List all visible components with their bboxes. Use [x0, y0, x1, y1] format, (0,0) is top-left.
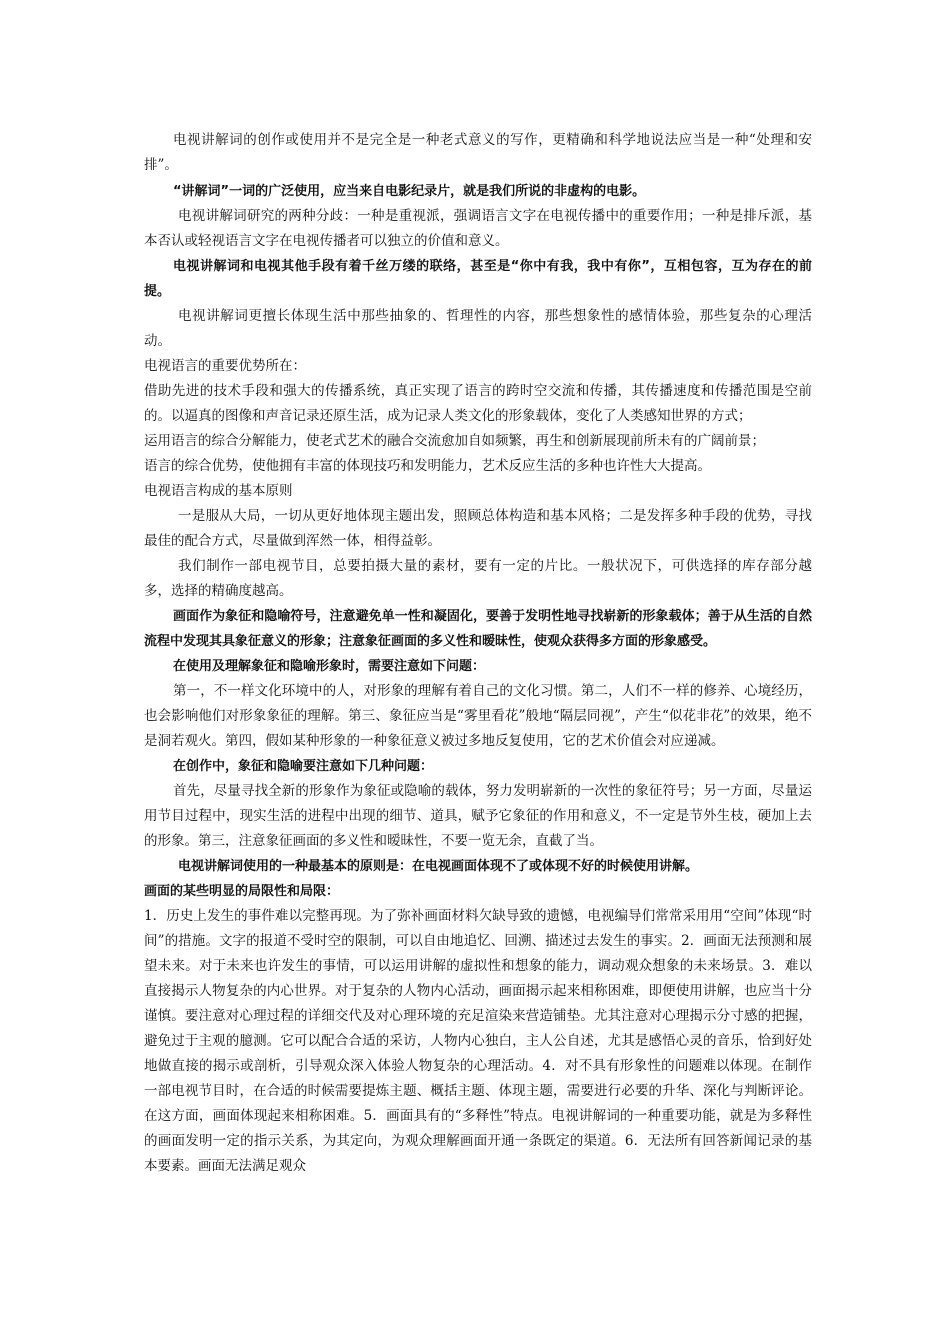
paragraph-7: 借助先进的技术手段和强大的传播系统，真正实现了语言的跨时空交流和传播，其传播速度和传播范围是空前的。以逼真的图像和声音记录还原生活，成为记录人类文化的形象载体，变化了人类感知世界的方式；	[144, 383, 812, 424]
paragraph-20: 1．历史上发生的事件难以完整再现。为了弥补画面材料欠缺导致的遗憾，电视编导们常常采用用“空间”体现“时间”的措施。文字的报道不受时空的限制，可以自由地追忆、回溯、描述过去发生的事实。2．画面无法预测和展望未来。对于未来也许发生的事情，可以运用讲解的虚拟性和想象的能力，调动观众想象的未来场景。3．难以直接揭示人物复杂的内心世界。对于复杂的人物内心活动，画面揭示起来相称困难，即便使用讲解，也应当十分谨慎。要注意对心理过程的详细交代及对心理环境的充足渲染来营造铺垫。尤其注意对心理揭示分寸感的把握，避免过于主观的臆测。它可以配合合适的采访，人物内心独白，主人公自述，尤其是感悟心灵的音乐，恰到好处地做直接的揭示或剖析，引导观众深入体验人物复杂的心理活动。4．对不具有形象性的问题难以体现。在制作一部电视节目时，在合适的时候需要提炼主题、概括主题、体现主题，需要进行必要的升华、深化与判断评论。在这方面，画面体现起来相称困难。5．画面具有的“多释性”特点。电视讲解词的一种重要功能，就是为多释性的画面发明一定的指示关系，为其定向，为观众理解画面开通一条既定的渠道。6．无法所有回答新闻记录的基本要素。画面无法满足观众	[144, 908, 812, 1174]
document-page	[144, 128, 812, 1179]
paragraph-2-bold: “讲解词”一词的广泛使用，应当来自电影纪录片，就是我们所说的非虚构的电影。	[173, 184, 646, 199]
paragraph-5: 电视讲解词更擅长体现生活中那些抽象的、哲理性的内容，那些想象性的感情体验，那些复杂的心理活动。	[144, 308, 812, 349]
paragraph-8: 运用语言的综合分解能力，使老式艺术的融合交流愈加自如频繁，再生和创新展现前所未有的广阔前景；	[144, 433, 765, 449]
paragraph-16-bold: 在创作中，象征和隐喻要注意如下几种问题：	[173, 759, 434, 774]
paragraph-10-heading: 电视语言构成的基本原则	[144, 483, 293, 499]
paragraph-13-bold: 画面作为象征和隐喻符号，注意避免单一性和凝固化，要善于发明性地寻找崭新的形象载体；善于从生活的自然流程中发现其具象征意义的形象；注意象征画面的多义性和暧昧性，使观众获得多方面的形象感受。	[144, 609, 812, 649]
paragraph-3: 电视讲解词研究的两种分歧：一种是重视派，强调语言文字在电视传播中的重要作用；一种是排斥派，基本否认或轻视语言文字在电视传播者可以独立的价值和意义。	[144, 208, 812, 249]
paragraph-1: 电视讲解词的创作或使用并不是完全是一种老式意义的写作，更精确和科学地说法应当是一种“处理和安排”。	[144, 132, 812, 173]
paragraph-15: 第一，不一样文化环境中的人，对形象的理解有着自己的文化习惯。第二，人们不一样的修养、心境经历，也会影响他们对形象象征的理解。第三、象征应当是“雾里看花”般地“隔层同视”，产生“似花非花”的效果，绝不是洞若观火。第四，假如某种形象的一种象征意义被过多地反复使用，它的艺术价值会对应递减。	[144, 683, 812, 749]
paragraph-17: 首先，尽量寻找全新的形象作为象征或隐喻的载体，努力发明崭新的一次性的象征符号；另一方面，尽量运用节目过程中，现实生活的进程中出现的细节、道具，赋予它象征的作用和意义，不一定是节外生枝，硬加上去的形象。第三，注意象征画面的多义性和暧昧性，不要一览无余，直截了当。	[144, 783, 812, 849]
paragraph-19-bold: 画面的某些明显的局限性和局限：	[144, 884, 340, 899]
paragraph-12: 我们制作一部电视节目，总要拍摄大量的素材，要有一定的片比。一般状况下，可供选择的库存部分越多，选择的精确度越高。	[144, 558, 812, 599]
paragraph-14-bold: 在使用及理解象征和隐喻形象时，需要注意如下问题：	[173, 659, 486, 674]
paragraph-11: 一是服从大局，一切从更好地体现主题出发，照顾总体构造和基本风格；二是发挥多种手段的优势，寻找最佳的配合方式，尽量做到浑然一体，相得益彰。	[144, 508, 812, 549]
paragraph-4-bold: 电视讲解词和电视其他手段有着千丝万缕的联络，甚至是“你中有我，我中有你”，互相包容，互为存在的前提。	[144, 259, 812, 299]
paragraph-18-bold: 电视讲解词使用的一种最基本的原则是：在电视画面体现不了或体现不好的时候使用讲解。	[178, 859, 699, 874]
paragraph-6-heading: 电视语言的重要优势所在：	[144, 358, 306, 374]
paragraph-9: 语言的综合优势，使他拥有丰富的体现技巧和发明能力，艺术反应生活的多种也许性大大提高。	[144, 458, 711, 474]
